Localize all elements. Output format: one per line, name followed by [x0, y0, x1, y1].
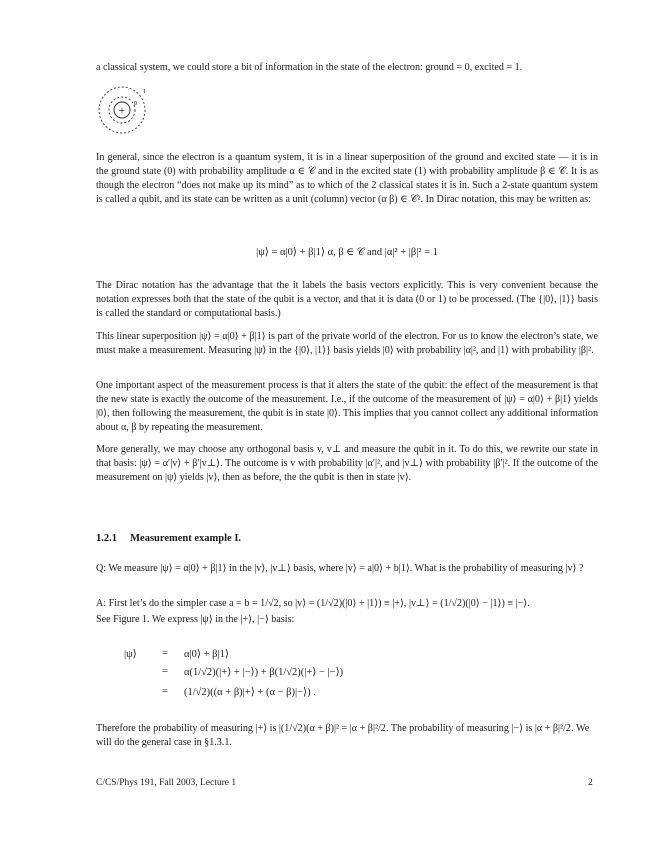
- footer-page-number: 2: [588, 778, 593, 788]
- outer-orbit-label: 1: [143, 89, 146, 95]
- intro-line: a classical system, we could store a bit of information in the state of the electron: ground = 0, excited = 1.: [96, 62, 523, 73]
- derivation-step-2: α(1/√2)(|+⟩ + |−⟩) + β(1/√2)(|+⟩ − |−⟩): [184, 667, 344, 678]
- para-superposition: In general, since the electron is a quantum system, it is in a linear superposition of the ground and excited state — it is in the ground state (0) with probability amplitude α ∈ 𝒞 and in the excited state (1) with probability amplitude β ∈ 𝒞. It is as though the electron “does not make up its mind” as to which of the 2 classical states it is in. Such a 2-state quantum system is called a qubit, and its state can be written as a unit (column) vector (α β) ∈ 𝒞². In Dirac notation, this may be written as:: [96, 152, 598, 205]
- atom-diagram: [96, 86, 156, 138]
- derivation-rel-3: =: [162, 686, 168, 697]
- section-title: Measurement example I.: [130, 533, 242, 544]
- para-dirac-advantage: The Dirac notation has the advantage that the it labels the basis vectors explicitly. This is very convenient because the notation expresses both that the state of the qubit is a vector, and that it is data (0 or 1) to be processed. (The {|0⟩, |1⟩} basis is called the standard or computational basis.): [96, 280, 598, 319]
- footer-course: C/CS/Phys 191, Fall 2003, Lecture 1: [96, 778, 237, 788]
- para-private-world: This linear superposition |ψ⟩ = α|0⟩ + β|1⟩ is part of the private world of the electron. For us to know the electron’s state, we must make a measurement. Measuring |ψ⟩ in the {|0⟩, |1⟩} basis yields |0⟩ with probability |α|², and |1⟩ with probability |β|².: [96, 331, 598, 356]
- section-number: 1.2.1: [96, 533, 117, 544]
- derivation-step-3: (1/√2)((α + β)|+⟩ + (α − β)|−⟩) .: [184, 687, 316, 698]
- derivation-lhs: |ψ⟩: [124, 649, 137, 660]
- dirac-equation: |ψ⟩ = α|0⟩ + β|1⟩ α, β ∈ 𝒞 and |α|² + |β|² = 1: [256, 247, 438, 258]
- para-orthogonal-basis: More generally, we may choose any orthogonal basis v, v⊥ and measure the qubit in it. To do this, we rewrite our state in that basis: |ψ⟩ = α′|v⟩ + β′|v⊥⟩. The outcome is v with probability |α′|², and |v⊥⟩ with probability |β′|². If the outcome of the measurement on |ψ⟩ yields |v⟩, then as before, the the qubit is then in state |v⟩.: [96, 444, 598, 483]
- inner-orbit-label: 0: [134, 101, 137, 107]
- para-alters-state: One important aspect of the measurement process is that it alters the state of the qubit: the effect of the measurement is that the new state is exactly the outcome of the measurement. I.e., if the outcome of the measurement of |ψ⟩ = α|0⟩ + β|1⟩ yields |0⟩, then following the measurement, the qubit is in state |0⟩. This implies that you cannot collect any additional information about α, β by repeating the measurement.: [96, 380, 598, 433]
- derivation-rel-1: =: [162, 648, 168, 659]
- answer-part2: See Figure 1. We express |ψ⟩ in the |+⟩, |−⟩ basis:: [96, 614, 295, 625]
- section-heading: [96, 533, 241, 544]
- question: Q: We measure |ψ⟩ = α|0⟩ + β|1⟩ in the |v⟩, |v⊥⟩ basis, where |v⟩ = a|0⟩ + b|1⟩. What is the probability of measuring |v⟩ ?: [96, 563, 584, 574]
- derivation-rel-2: =: [162, 666, 168, 677]
- nucleus-sign: +: [118, 105, 126, 117]
- conclusion: Therefore the probability of measuring |+⟩ is |(1/√2)(α + β)|² = |α + β|²/2. The probability of measuring |−⟩ is |α + β|²/2. We will do the general case in §1.3.1.: [96, 723, 590, 748]
- derivation-step-1: α|0⟩ + β|1⟩: [184, 649, 229, 660]
- answer-part1: A: First let’s do the simpler case a = b = 1/√2, so |v⟩ = (1/√2)(|0⟩ + |1⟩) ≡ |+⟩, |v⊥⟩ = (1/√2)(|0⟩ − |1⟩) ≡ |−⟩.: [96, 598, 530, 609]
